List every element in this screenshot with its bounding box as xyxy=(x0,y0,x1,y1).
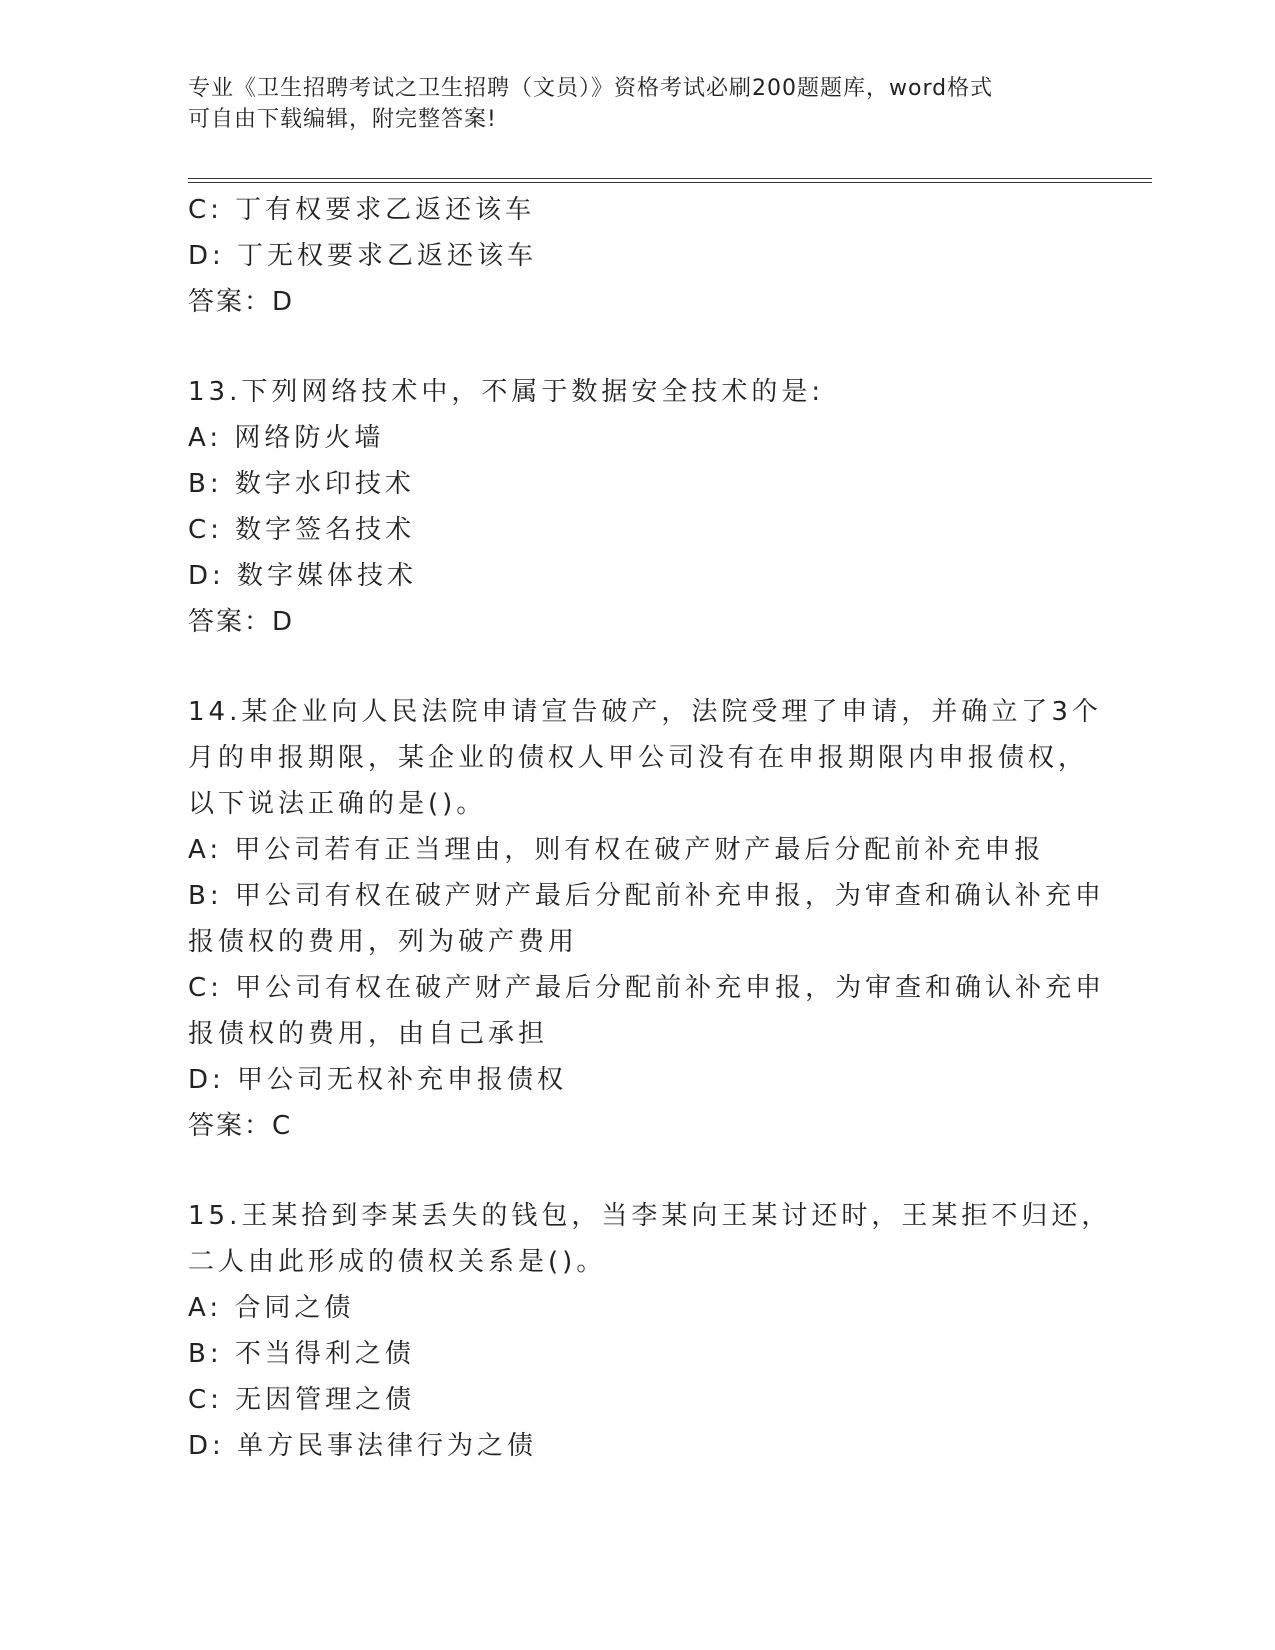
option-d: D: 单方民事法律行为之债 xyxy=(188,1431,538,1461)
question-stem: 13.下列网络技术中，不属于数据安全技术的是: xyxy=(188,377,825,407)
option-b-continued: 报债权的费用，列为破产费用 xyxy=(188,927,579,957)
option-b: B: 甲公司有权在破产财产最后分配前补充申报，为审查和确认补充申 xyxy=(188,881,1105,911)
option-b: B: 不当得利之债 xyxy=(188,1339,415,1369)
option-d: D: 数字媒体技术 xyxy=(188,561,418,591)
option-b: B: 数字水印技术 xyxy=(188,469,415,499)
question-stem: 二人由此形成的债权关系是()。 xyxy=(188,1247,607,1277)
question-15 xyxy=(188,1193,1112,1469)
option-d: D: 甲公司无权补充申报债权 xyxy=(188,1065,568,1095)
question-stem: 以下说法正确的是()。 xyxy=(188,789,487,819)
document-body xyxy=(188,187,1112,1469)
option-c: C: 数字签名技术 xyxy=(188,515,416,545)
option-a: A: 网络防火墙 xyxy=(188,423,385,453)
option-d: D: 丁无权要求乙返还该车 xyxy=(188,241,538,271)
option-c: C: 丁有权要求乙返还该车 xyxy=(188,195,536,225)
option-a: A: 合同之债 xyxy=(188,1293,355,1323)
answer: 答案：D xyxy=(188,607,295,637)
document-header xyxy=(188,73,1068,135)
question-14 xyxy=(188,689,1106,1149)
option-c: C: 甲公司有权在破产财产最后分配前补充申报，为审查和确认补充申 xyxy=(188,973,1106,1003)
question-stem: 月的申报期限，某企业的债权人甲公司没有在申报期限内申报债权， xyxy=(188,743,1089,773)
header-rule-bottom xyxy=(188,182,1152,183)
question-12-continuation xyxy=(188,187,1088,325)
question-stem: 14.某企业向人民法院申请宣告破产，法院受理了申请，并确立了3个 xyxy=(188,697,1102,727)
header-title-line-1: 专业《卫生招聘考试之卫生招聘（文员）》资格考试必刷200题题库，word格式 xyxy=(188,76,994,101)
header-rule-top xyxy=(188,178,1152,179)
option-a: A: 甲公司若有正当理由，则有权在破产财产最后分配前补充申报 xyxy=(188,835,1045,865)
option-c: C: 无因管理之债 xyxy=(188,1385,416,1415)
option-c-continued: 报债权的费用，由自己承担 xyxy=(188,1019,549,1049)
answer: 答案：C xyxy=(188,1111,293,1141)
answer: 答案：D xyxy=(188,287,295,317)
question-stem: 15.王某拾到李某丢失的钱包，当李某向王某讨还时，王某拒不归还， xyxy=(188,1201,1112,1231)
question-13 xyxy=(188,369,1088,645)
header-title-line-2: 可自由下载编辑，附完整答案! xyxy=(188,107,497,132)
